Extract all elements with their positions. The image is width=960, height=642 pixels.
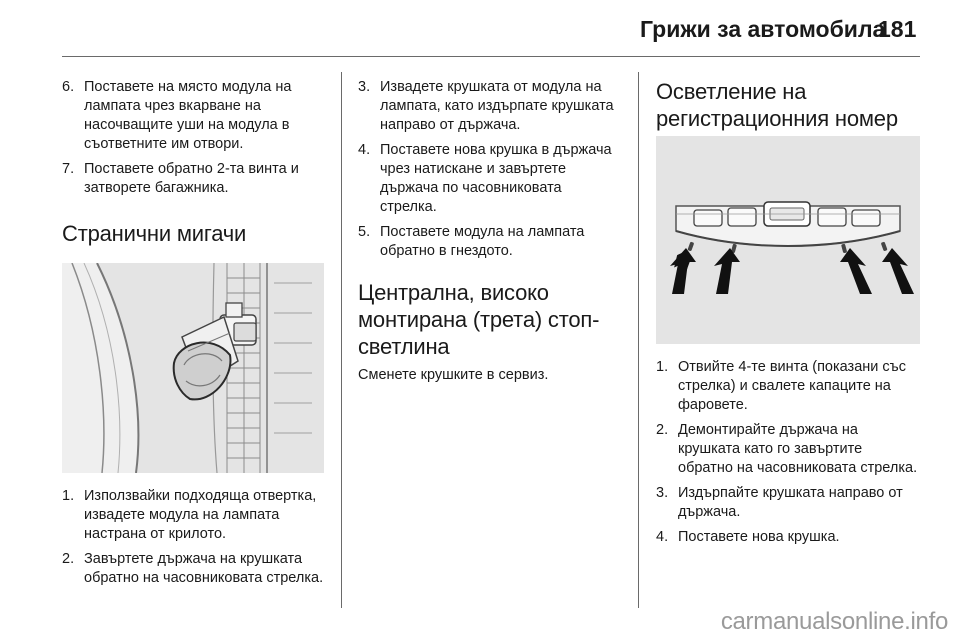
license-plate-light-figure <box>656 136 920 344</box>
column-2 <box>358 78 622 385</box>
step-4 <box>656 528 920 547</box>
step-text: Поставете обратно 2-та винта и затворете багажника. <box>84 161 299 196</box>
steps-list <box>358 78 622 261</box>
step-4 <box>358 141 622 217</box>
brake-light-instruction: Сменете крушките в сервиз. <box>358 367 549 383</box>
step-2 <box>62 550 326 588</box>
step-text: Извадете крушката от модула на лампата, като издърпате крушката направо от държача. <box>380 79 614 133</box>
step-text: Поставете на място модула на лампата чрез вкарване на насочващите уши на модула в съответните им отвори. <box>84 79 292 152</box>
step-text: Завъртете държача на крушката обратно на часовниковата стрелка. <box>84 551 324 586</box>
step-text: Демонтирайте държача на крушката като го завъртите обратно на часовниковата стрелка. <box>678 422 918 476</box>
step-2 <box>656 421 920 478</box>
section-title-brake-light: Централна, високо монтирана (трета) стоп-светлина <box>358 280 600 359</box>
steps-list-bottom <box>62 487 326 588</box>
page-number: 181 <box>878 16 917 42</box>
section-title-side-indicators: Странични мигачи <box>62 221 247 246</box>
steps-list <box>656 358 920 547</box>
step-text: Използвайки подходяща отвертка, извадете модула на лампата настрана от крилото. <box>84 488 317 542</box>
step-text: Издърпайте крушката направо от държача. <box>678 485 903 520</box>
section-title-license-plate-light: Осветление на регистрационния номер <box>656 79 898 131</box>
step-3 <box>358 78 622 135</box>
steps-list-top <box>62 78 326 198</box>
step-number: 7. <box>62 161 75 177</box>
step-number: 6. <box>62 79 75 95</box>
step-number: 4. <box>358 142 371 158</box>
step-number: 1. <box>62 488 75 504</box>
step-number: 3. <box>656 485 669 501</box>
step-number: 2. <box>656 422 669 438</box>
step-3 <box>656 484 920 522</box>
step-number: 4. <box>656 529 669 545</box>
step-text: Отвийте 4-те винта (показани със стрелка) и свалете капаците на фаровете. <box>678 359 906 413</box>
column-divider-left <box>341 72 342 608</box>
step-5 <box>358 223 622 261</box>
step-text: Поставете нова крушка в държача чрез натискане и завъртете държача по часовниковата стрелка. <box>380 142 612 215</box>
column-1 <box>62 78 326 594</box>
step-text: Поставете модула на лампата обратно в гнездото. <box>380 224 585 259</box>
side-indicator-figure <box>62 263 324 473</box>
step-7 <box>62 160 326 198</box>
header-rule <box>62 56 920 57</box>
step-number: 1. <box>656 359 669 375</box>
column-3 <box>656 78 920 553</box>
step-1 <box>656 358 920 415</box>
step-number: 5. <box>358 224 371 240</box>
step-1 <box>62 487 326 544</box>
license-plate-light-illustration <box>656 136 920 344</box>
page-header-title: Грижи за автомобила <box>640 16 886 42</box>
watermark[interactable]: carmanualsonline.info <box>720 608 948 635</box>
side-indicator-illustration <box>62 263 324 473</box>
step-number: 2. <box>62 551 75 567</box>
column-divider-right <box>638 72 639 608</box>
step-text: Поставете нова крушка. <box>678 529 840 545</box>
step-number: 3. <box>358 79 371 95</box>
step-6 <box>62 78 326 154</box>
